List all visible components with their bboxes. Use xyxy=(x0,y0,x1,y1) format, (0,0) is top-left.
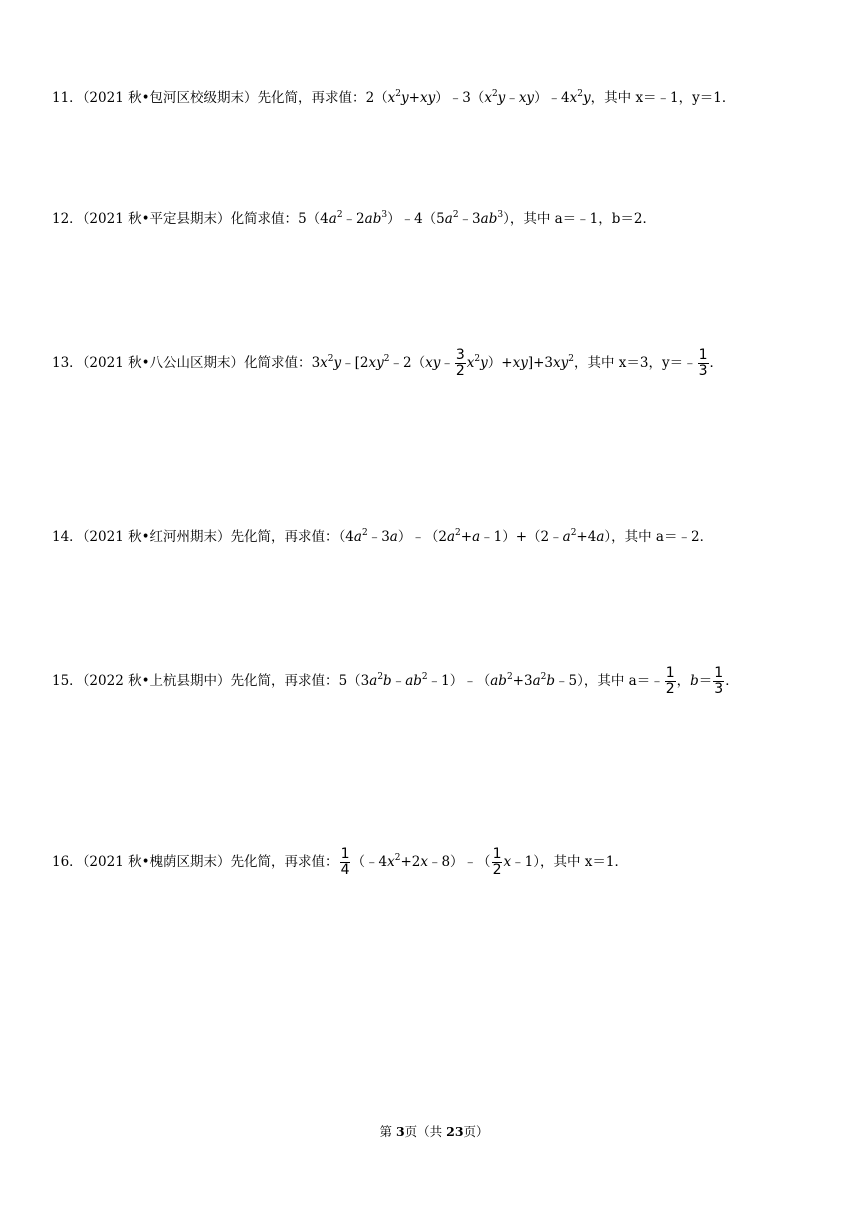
page-footer: 第 3页（共 23页） xyxy=(379,1124,489,1139)
problem-11 xyxy=(52,88,828,110)
expression: $2(x^2y+xy)﹣3(x^2y﹣xy)﹣4x^2y$， xyxy=(365,89,605,106)
problem-lead: 先化简，再求值： xyxy=(230,529,339,545)
problem-lead: 化简求值： xyxy=(244,355,312,371)
expression: $5(3a^2b﹣ab^2﹣1)﹣(ab^2+3a^2b﹣5)$， xyxy=(338,672,598,689)
total-pages: 23 xyxy=(446,1124,464,1139)
problem-number: 16． xyxy=(52,854,83,870)
fraction-1-4: $\frac{1}{4}$ xyxy=(340,846,350,878)
expression: $\frac{1}{4}$ $(﹣4x^2+2x﹣8)﹣$（ $\frac{1}{2}$ x﹣1）， xyxy=(340,846,554,878)
expression: $5(4a^2﹣2ab^3)﹣4(5a^2﹣3ab^3)$， xyxy=(298,210,524,227)
fraction-1-3: $\frac{1}{3}$ xyxy=(714,665,724,697)
problem-number: 15． xyxy=(52,673,83,689)
problem-source: （2021 秋•平定县期末） xyxy=(82,211,231,227)
fraction-1-2: $\frac{1}{2}$ xyxy=(665,665,675,697)
problem-condition: 其中 a＝﹣1，b＝2． xyxy=(523,211,657,227)
problem-13: 13．（2021 秋•八公山区期末）化简求值：$3x^2y﹣[2xy^2﹣2(xy﹣$ $\frac{3}{2}$ $x^2y)+xy]+3xy^2$，其中 x＝3，y＝﹣ $\frac{1}{3}$ ． xyxy=(52,347,724,379)
problem-condition: 其中 x＝3，y＝﹣ xyxy=(587,355,697,371)
fraction-1-3: $\frac{1}{3}$ xyxy=(698,347,708,379)
expression: $(4a^2﹣3a)﹣(2a^2+a﹣1)+(2﹣a^2+4a)$， xyxy=(338,528,625,545)
problem-condition: 其中 a＝﹣2． xyxy=(624,529,714,545)
problem-lead: 化简求值： xyxy=(230,211,299,227)
problem-number: 13． xyxy=(52,355,83,371)
current-page: 3 xyxy=(395,1124,405,1139)
problem-16 xyxy=(52,847,828,878)
fraction-3-2: $\frac{3}{2}$ xyxy=(455,347,465,379)
problem-source: （2021 秋•红河州期末） xyxy=(82,529,231,545)
problem-source: （2022 秋•上杭县期中） xyxy=(82,673,231,689)
problem-source: （2021 秋•八公山区期末） xyxy=(82,355,245,371)
problem-condition: 其中 x＝﹣1，y＝1． xyxy=(604,90,736,106)
expression: $3x^2y﹣[2xy^2﹣2(xy﹣$ $\frac{3}{2}$ $x^2y)+xy]+3xy^2$， xyxy=(311,347,588,379)
problem-condition: 其中 x＝1． xyxy=(553,854,628,870)
fraction-1-2: $\frac{1}{2}$ xyxy=(492,846,502,878)
problem-lead: 先化简，再求值： xyxy=(230,673,339,689)
problem-14 xyxy=(52,527,828,549)
problem-12 xyxy=(52,209,828,231)
problem-source: （2021 秋•包河区校级期末） xyxy=(82,90,258,106)
problem-condition: 其中 a＝﹣ xyxy=(597,673,664,689)
problem-lead: 先化简，再求值： xyxy=(257,90,366,106)
problem-number: 11． xyxy=(52,90,83,106)
problem-lead: 先化简，再求值： xyxy=(230,854,339,870)
problem-number: 14． xyxy=(52,529,83,545)
problem-15: 15．（2022 秋•上杭县期中）先化简，再求值：$5(3a^2b﹣ab^2﹣1)﹣(ab^2+3a^2b﹣5)$，其中 a＝﹣ $\frac{1}{2}$ ，b＝ $\frac{1}{3}$ ． xyxy=(52,665,739,697)
problem-source: （2021 秋•槐荫区期末） xyxy=(82,854,231,870)
problem-number: 12． xyxy=(52,211,83,227)
